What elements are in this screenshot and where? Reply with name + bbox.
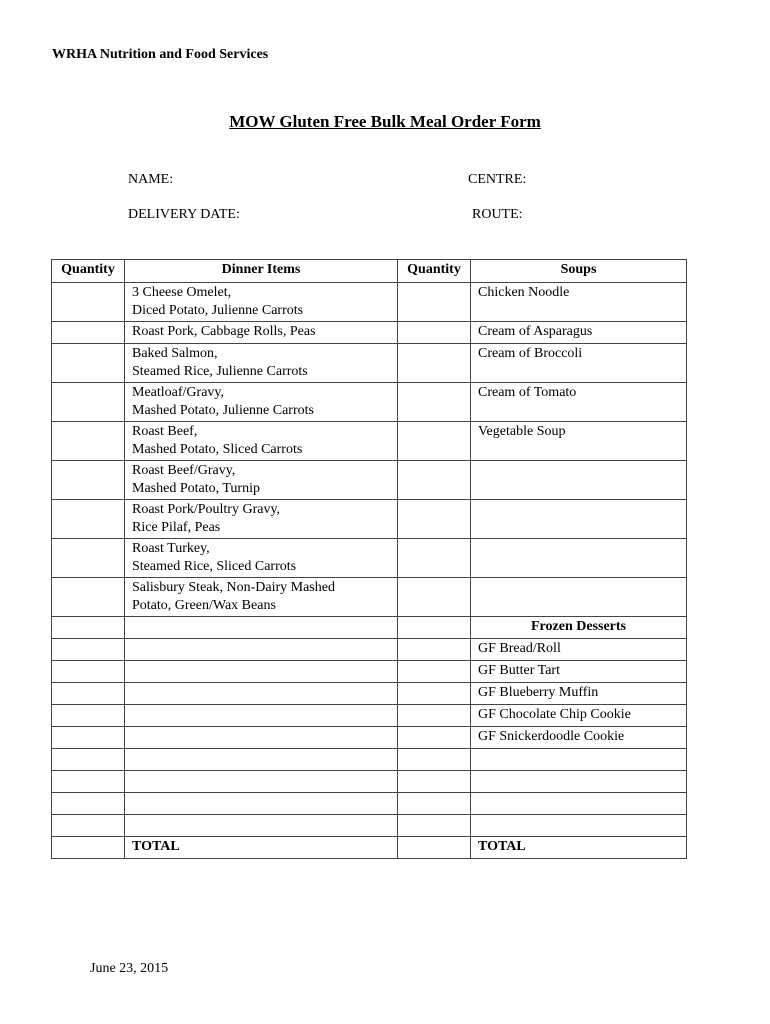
soup-item-cell: TOTAL (471, 837, 687, 859)
soup-quantity-cell[interactable] (398, 793, 471, 815)
dinner-item-cell (125, 661, 398, 683)
table-row (52, 578, 687, 617)
soup-item-cell (471, 578, 687, 617)
table-row (52, 344, 687, 383)
table-row (52, 661, 687, 683)
soup-quantity-cell[interactable] (398, 837, 471, 859)
soup-quantity-cell[interactable] (398, 539, 471, 578)
table-row (52, 617, 687, 639)
soup-item-cell (471, 461, 687, 500)
dinner-quantity-cell[interactable] (52, 383, 125, 422)
table-row (52, 727, 687, 749)
dinner-item-cell: 3 Cheese Omelet, Diced Potato, Julienne Carrots (125, 283, 398, 322)
table-row (52, 771, 687, 793)
dinner-item-cell: Roast Pork/Poultry Gravy, Rice Pilaf, Peas (125, 500, 398, 539)
soup-quantity-cell[interactable] (398, 815, 471, 837)
soup-quantity-cell[interactable] (398, 422, 471, 461)
route-label: ROUTE: (472, 207, 523, 222)
dinner-quantity-cell[interactable] (52, 539, 125, 578)
table-row (52, 539, 687, 578)
soup-quantity-cell[interactable] (398, 771, 471, 793)
dinner-item-cell (125, 727, 398, 749)
dinner-item-cell (125, 793, 398, 815)
dinner-quantity-cell[interactable] (52, 578, 125, 617)
soup-item-cell: Vegetable Soup (471, 422, 687, 461)
table-row (52, 383, 687, 422)
dinner-item-cell (125, 683, 398, 705)
dinner-quantity-cell[interactable] (52, 705, 125, 727)
header-soups: Soups (471, 260, 687, 283)
dinner-item-cell: Roast Beef/Gravy, Mashed Potato, Turnip (125, 461, 398, 500)
soup-item-cell: GF Blueberry Muffin (471, 683, 687, 705)
soup-item-cell (471, 793, 687, 815)
dinner-quantity-cell[interactable] (52, 617, 125, 639)
dinner-item-cell (125, 705, 398, 727)
dinner-quantity-cell[interactable] (52, 639, 125, 661)
table-row (52, 422, 687, 461)
dinner-item-cell: Baked Salmon, Steamed Rice, Julienne Carrots (125, 344, 398, 383)
soup-item-cell: Cream of Asparagus (471, 322, 687, 344)
dinner-quantity-cell[interactable] (52, 837, 125, 859)
soup-item-cell: Cream of Broccoli (471, 344, 687, 383)
table-row (52, 749, 687, 771)
soup-item-cell: GF Bread/Roll (471, 639, 687, 661)
soup-quantity-cell[interactable] (398, 727, 471, 749)
dinner-quantity-cell[interactable] (52, 815, 125, 837)
soup-quantity-cell[interactable] (398, 283, 471, 322)
dinner-quantity-cell[interactable] (52, 793, 125, 815)
dinner-quantity-cell[interactable] (52, 322, 125, 344)
soup-item-cell: GF Chocolate Chip Cookie (471, 705, 687, 727)
table-row (52, 683, 687, 705)
dinner-item-cell (125, 815, 398, 837)
soup-quantity-cell[interactable] (398, 705, 471, 727)
header-quantity-soups: Quantity (398, 260, 471, 283)
dinner-quantity-cell[interactable] (52, 749, 125, 771)
soup-quantity-cell[interactable] (398, 683, 471, 705)
dinner-item-cell (125, 749, 398, 771)
frozen-desserts-header: Frozen Desserts (471, 617, 687, 639)
order-table (51, 259, 687, 859)
dinner-item-cell: Roast Turkey, Steamed Rice, Sliced Carrots (125, 539, 398, 578)
table-row (52, 500, 687, 539)
soup-quantity-cell[interactable] (398, 661, 471, 683)
dinner-item-cell: Roast Beef, Mashed Potato, Sliced Carrots (125, 422, 398, 461)
soup-quantity-cell[interactable] (398, 461, 471, 500)
table-row (52, 283, 687, 322)
dinner-item-cell (125, 617, 398, 639)
soup-quantity-cell[interactable] (398, 322, 471, 344)
dinner-item-cell: Roast Pork, Cabbage Rolls, Peas (125, 322, 398, 344)
table-row (52, 705, 687, 727)
soup-item-cell (471, 749, 687, 771)
soup-quantity-cell[interactable] (398, 500, 471, 539)
dinner-quantity-cell[interactable] (52, 500, 125, 539)
soup-item-cell (471, 539, 687, 578)
dinner-quantity-cell[interactable] (52, 771, 125, 793)
soup-quantity-cell[interactable] (398, 617, 471, 639)
dinner-quantity-cell[interactable] (52, 683, 125, 705)
soup-item-cell: Chicken Noodle (471, 283, 687, 322)
footer-date: June 23, 2015 (90, 961, 169, 976)
soup-quantity-cell[interactable] (398, 344, 471, 383)
header-dinner-items: Dinner Items (125, 260, 398, 283)
table-row (52, 837, 687, 859)
header-quantity-dinner: Quantity (52, 260, 125, 283)
dinner-quantity-cell[interactable] (52, 422, 125, 461)
dinner-item-cell (125, 771, 398, 793)
soup-item-cell (471, 815, 687, 837)
table-row (52, 793, 687, 815)
dinner-quantity-cell[interactable] (52, 461, 125, 500)
soup-quantity-cell[interactable] (398, 639, 471, 661)
soup-item-cell: Cream of Tomato (471, 383, 687, 422)
dinner-item-cell: TOTAL (125, 837, 398, 859)
soup-item-cell (471, 500, 687, 539)
soup-quantity-cell[interactable] (398, 383, 471, 422)
table-header-row (52, 260, 687, 283)
soup-quantity-cell[interactable] (398, 578, 471, 617)
centre-label: CENTRE: (468, 172, 527, 187)
dinner-quantity-cell[interactable] (52, 283, 125, 322)
soup-item-cell: GF Snickerdoodle Cookie (471, 727, 687, 749)
form-title: MOW Gluten Free Bulk Meal Order Form (229, 112, 541, 131)
name-label: NAME: (128, 172, 174, 187)
dinner-item-cell: Meatloaf/Gravy, Mashed Potato, Julienne Carrots (125, 383, 398, 422)
dinner-quantity-cell[interactable] (52, 661, 125, 683)
table-row (52, 815, 687, 837)
organization-name: WRHA Nutrition and Food Services (52, 47, 269, 62)
delivery-date-label: DELIVERY DATE: (128, 207, 240, 222)
soup-item-cell: GF Butter Tart (471, 661, 687, 683)
dinner-item-cell: Salisbury Steak, Non-Dairy Mashed Potato, Green/Wax Beans (125, 578, 398, 617)
soup-item-cell (471, 771, 687, 793)
dinner-quantity-cell[interactable] (52, 344, 125, 383)
dinner-item-cell (125, 639, 398, 661)
table-row (52, 639, 687, 661)
table-row (52, 461, 687, 500)
table-row (52, 322, 687, 344)
dinner-quantity-cell[interactable] (52, 727, 125, 749)
soup-quantity-cell[interactable] (398, 749, 471, 771)
